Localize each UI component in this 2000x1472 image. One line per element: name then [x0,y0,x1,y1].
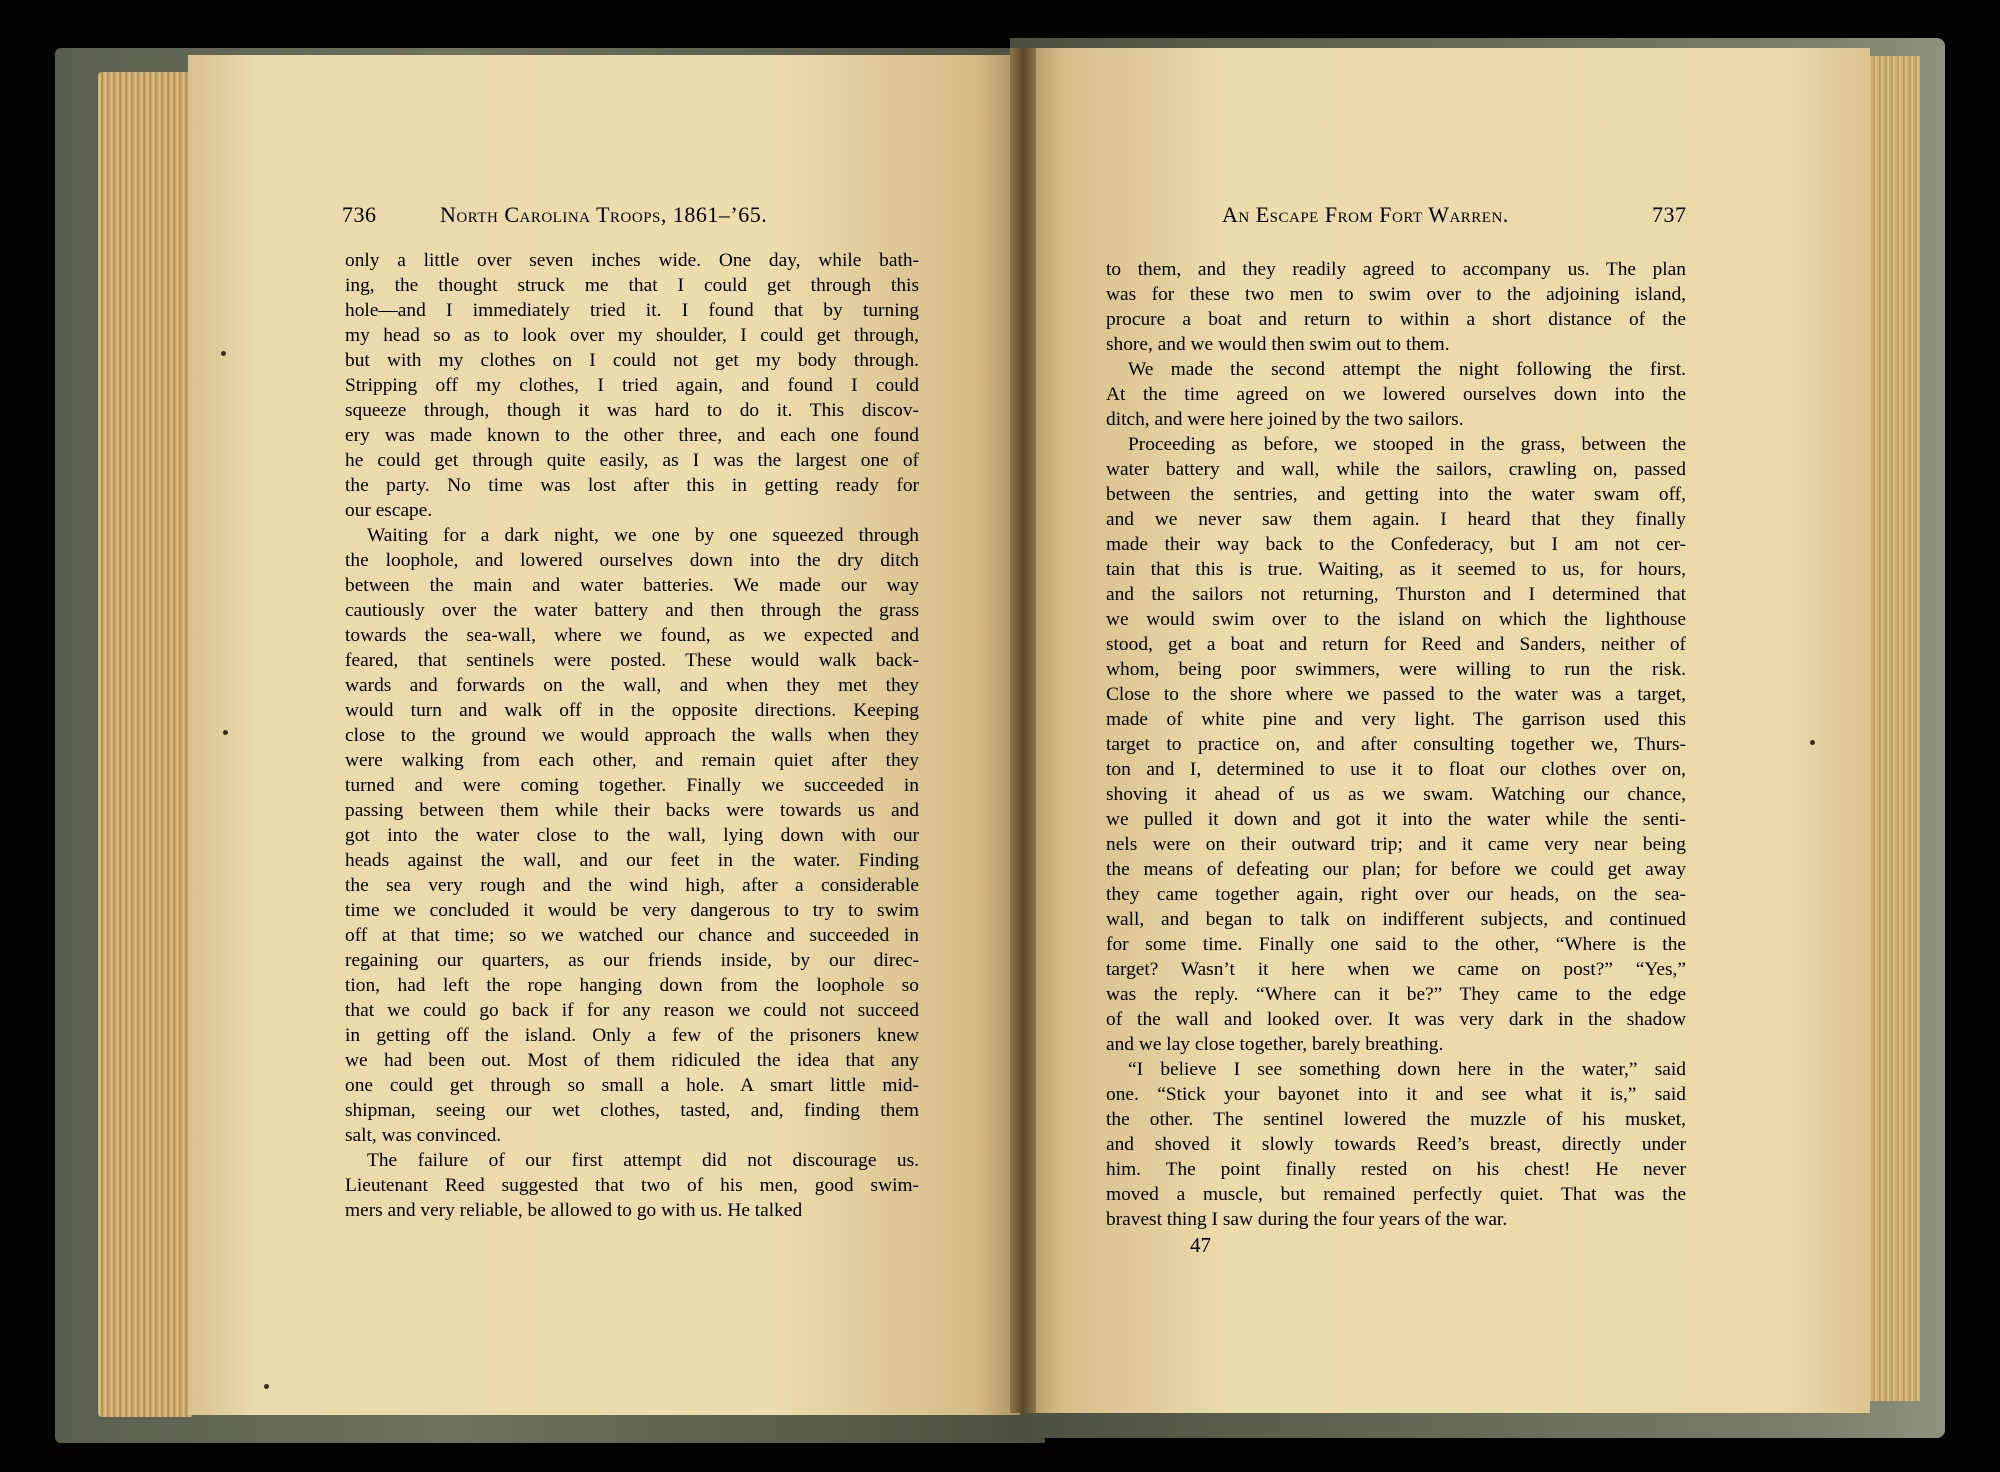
text-line: Proceeding as before, we stooped in the grass, between the [1128,434,1686,455]
text-line: passing between them while their backs were towards us and [345,800,919,821]
text-line: between the main and water batteries. We made our way [345,575,919,596]
text-line: shoving it ahead of us as we swam. Watching our chance, [1106,784,1686,805]
text-line: bravest thing I saw during the four years of the war. [1106,1209,1508,1230]
text-line: we would swim over to the island on which the lighthouse [1106,609,1686,630]
text-line: water battery and wall, while the sailors, crawling on, passed [1106,459,1686,480]
text-line: the other. The sentinel lowered the muzzle of his musket, [1106,1109,1686,1130]
left-page-number: 736 [342,202,377,227]
text-line: feared, that sentinels were posted. These would walk back- [345,650,919,671]
foxing-spot [221,351,226,356]
foxing-spot [264,1384,269,1389]
text-line: Lieutenant Reed suggested that two of his men, good swim- [345,1175,919,1196]
text-line: hole—and I immediately tried it. I found that by turning [345,300,919,321]
text-line: got into the water close to the wall, lying down with our [345,825,919,846]
text-line: At the time agreed on we lowered ourselves down into the [1106,384,1686,405]
text-line: and we never saw them again. I heard that they finally [1106,509,1686,530]
text-line: my head so as to look over my shoulder, I could get through, [345,325,919,346]
text-line: he could get through quite easily, as I was the largest one of [345,450,919,471]
text-line: close to the ground we would approach the walls when they [345,725,919,746]
text-line: wall, and began to talk on indifferent subjects, and continued [1106,909,1686,930]
text-line: ery was made known to the other three, and each one found [345,425,919,446]
text-line: one could get through so small a hole. A smart little mid- [345,1075,919,1096]
text-line: target to practice on, and after consulting together we, Thurs- [1106,734,1686,755]
text-line: turned and were coming together. Finally we succeeded in [345,775,919,796]
text-line: but with my clothes on I could not get my body through. [345,350,919,371]
text-line: made of white pine and very light. The garrison used this [1106,709,1686,730]
text-line: shore, and we would then swim out to them. [1106,334,1450,355]
text-line: ditch, and were here joined by the two sailors. [1106,409,1464,430]
text-line: the loophole, and lowered ourselves down into the dry ditch [345,550,919,571]
text-line: salt, was convinced. [345,1125,502,1146]
text-line: and the sailors not returning, Thurston and I determined that [1106,584,1686,605]
text-line: him. The point finally rested on his chest! He never [1106,1159,1686,1180]
text-line: only a little over seven inches wide. One day, while bath- [345,250,919,271]
book-gutter [1010,48,1036,1413]
text-line: wards and forwards on the wall, and when they met they [345,675,919,696]
text-line: and we lay close together, barely breathing. [1106,1034,1444,1055]
text-line: in getting off the island. Only a few of the prisoners knew [345,1025,919,1046]
text-line: Close to the shore where we passed to the water was a target, [1106,684,1686,705]
text-line: for some time. Finally one said to the other, “Where is the [1106,934,1686,955]
text-line: nels were on their outward trip; and it came very near being [1106,834,1686,855]
text-line: We made the second attempt the night following the first. [1128,359,1686,380]
text-line: regaining our quarters, as our friends inside, by our direc- [345,950,919,971]
text-line: would turn and walk off in the opposite directions. Keeping [345,700,919,721]
text-line: the sea very rough and the wind high, after a considerable [345,875,919,896]
text-line: mers and very reliable, be allowed to go with us. He talked [345,1200,803,1221]
text-line: the party. No time was lost after this in getting ready for [345,475,919,496]
text-line: we had been out. Most of them ridiculed the idea that any [345,1050,919,1071]
text-line: stood, get a boat and return for Reed and Sanders, neither of [1106,634,1686,655]
text-line: of the wall and looked over. It was very dark in the shadow [1106,1009,1686,1030]
text-line: and shoved it slowly towards Reed’s breast, directly under [1106,1134,1686,1155]
text-line: we pulled it down and got it into the water while the senti- [1106,809,1686,830]
text-line: whom, being poor swimmers, were willing to run the risk. [1106,659,1686,680]
right-running-head: An Escape From Fort Warren. [1222,202,1509,227]
text-line: that we could go back if for any reason we could not succeed [345,1000,919,1021]
foxing-spot [223,730,228,735]
text-line: procure a boat and return to within a short distance of the [1106,309,1686,330]
right-page-number: 737 [1652,202,1687,227]
text-line: to them, and they readily agreed to accompany us. The plan [1106,259,1686,280]
text-line: was for these two men to swim over to the adjoining island, [1106,284,1686,305]
left-page-body [345,248,919,1223]
signature-mark: 47 [1190,1233,1211,1257]
text-line: towards the sea-wall, where we found, as we expected and [345,625,919,646]
text-line: ton and I, determined to use it to float our clothes over on, [1106,759,1686,780]
text-line: one. “Stick your bayonet into it and see what it is,” said [1106,1084,1686,1105]
text-line: shipman, seeing our wet clothes, tasted, and, finding them [345,1100,919,1121]
text-line: The failure of our first attempt did not discourage us. [367,1150,919,1171]
text-line: was the reply. “Where can it be?” They came to the edge [1106,984,1686,1005]
text-line: target? Wasn’t it here when we came on post?” “Yes,” [1106,959,1686,980]
foxing-spot [1810,740,1815,745]
text-line: they came together again, right over our heads, on the sea- [1106,884,1686,905]
text-line: Stripping off my clothes, I tried again, and found I could [345,375,919,396]
left-running-head: North Carolina Troops, 1861–’65. [440,202,768,227]
text-line: were walking from each other, and remain quiet after they [345,750,919,771]
text-line: cautiously over the water battery and then through the grass [345,600,919,621]
text-line: our escape. [345,500,433,521]
text-line: made their way back to the Confederacy, but I am not cer- [1106,534,1686,555]
page-edges-left [98,72,192,1417]
text-line: tain that this is true. Waiting, as it seemed to us, for hours, [1106,559,1686,580]
text-line: between the sentries, and getting into the water swam off, [1106,484,1686,505]
text-line: off at that time; so we watched our chance and succeeded in [345,925,919,946]
text-line: heads against the wall, and our feet in the water. Finding [345,850,919,871]
right-page-body [1106,257,1686,1232]
text-line: “I believe I see something down here in the water,” said [1128,1059,1686,1080]
text-line: squeeze through, though it was hard to do it. This discov- [345,400,919,421]
text-line: moved a muscle, but remained perfectly quiet. That was the [1106,1184,1686,1205]
text-line: time we concluded it would be very dangerous to try to swim [345,900,919,921]
text-line: the means of defeating our plan; for before we could get away [1106,859,1686,880]
text-line: tion, had left the rope hanging down from the loophole so [345,975,919,996]
text-line: Waiting for a dark night, we one by one squeezed through [367,525,919,546]
text-line: ing, the thought struck me that I could get through this [345,275,919,296]
